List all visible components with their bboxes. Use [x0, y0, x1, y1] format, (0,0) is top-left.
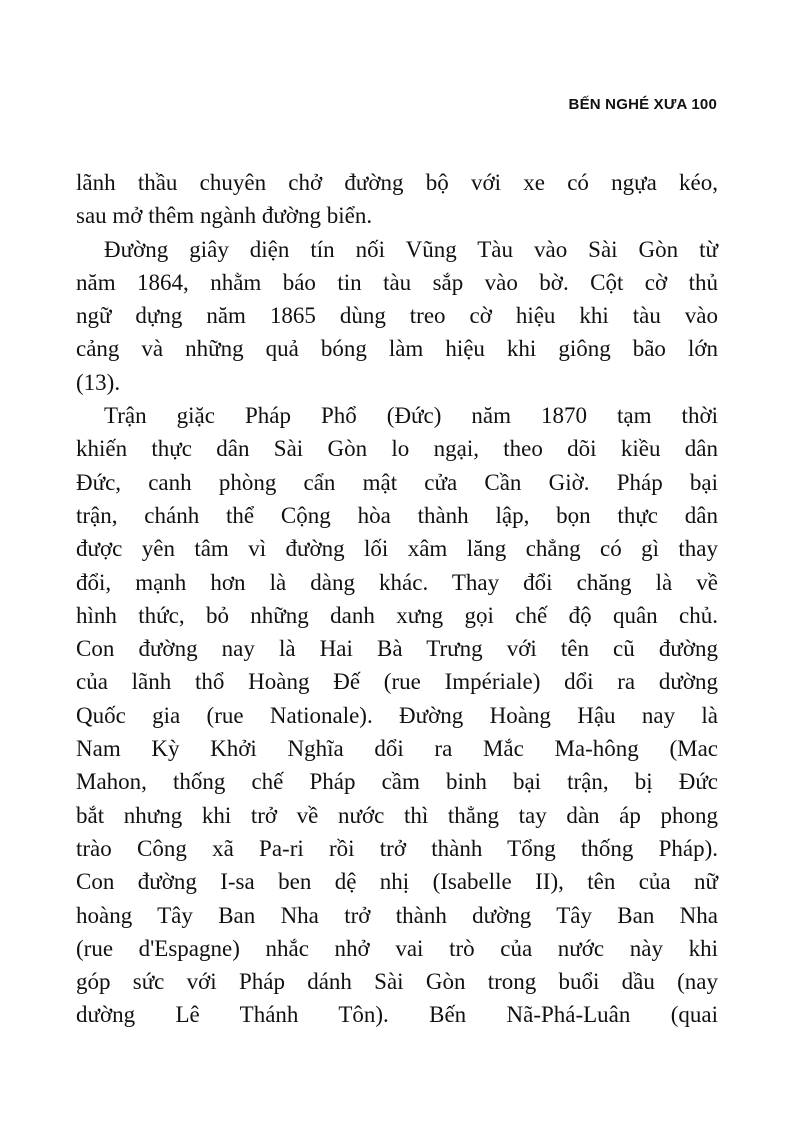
paragraph [76, 399, 718, 1032]
text-line: Nam Kỳ Khởi Nghĩa dổi ra Mắc Ma-hông (Mac [76, 736, 718, 762]
paragraph [76, 166, 718, 233]
running-header: BẾN NGHÉ XƯA 100 [568, 96, 717, 113]
text-line: hoàng Tây Ban Nha trở thành dường Tây Ban Nha [76, 902, 718, 928]
text-line: bắt nhưng khi trở về nước thì thẳng tay dàn áp phong [76, 802, 718, 828]
text-line: đổi, mạnh hơn là dàng khác. Thay đổi chăng là về [76, 569, 718, 595]
text-line: lãnh thầu chuyên chở đường bộ với xe có ngựa kéo, [76, 170, 718, 195]
text-line: (13). [76, 369, 121, 395]
text-line: Mahon, thống chế Pháp cầm binh bại trận, bị Đức [76, 769, 718, 795]
text-line: ngữ dựng năm 1865 dùng treo cờ hiệu khi tàu vào [76, 303, 718, 329]
body-text [76, 166, 718, 1032]
text-line: dường Lê Thánh Tôn). Bến Nã-Phá-Luân (quai [76, 1002, 718, 1028]
text-line: Đức, canh phòng cẩn mật cửa Cần Giờ. Pháp bại [76, 469, 718, 495]
text-line: cảng và những quả bóng làm hiệu khi giông bão lớn [76, 336, 718, 362]
text-line: (rue d'Espagne) nhắc nhở vai trò của nước này khi [76, 935, 718, 961]
text-line: Con đường I-sa ben dệ nhị (Isabelle II), tên của nữ [76, 869, 718, 895]
paragraph [76, 233, 718, 399]
text-line: của lãnh thổ Hoàng Đế (rue Impériale) dổi ra dường [76, 669, 718, 695]
text-line: Con đường nay là Hai Bà Trưng với tên cũ đường [76, 636, 718, 662]
text-line: năm 1864, nhằm báo tin tàu sắp vào bờ. Cột cờ thủ [76, 269, 718, 295]
text-line: Đường giây diện tín nối Vũng Tàu vào Sài Gòn từ [104, 236, 718, 262]
text-line: khiến thực dân Sài Gòn lo ngại, theo dõi kiều dân [76, 436, 718, 462]
text-line: Trận giặc Pháp Phổ (Đức) năm 1870 tạm thời [104, 403, 718, 429]
text-line: được yên tâm vì đường lối xâm lăng chẳng có gì thay [76, 536, 718, 562]
text-line: trào Công xã Pa-ri rồi trở thành Tổng thống Pháp). [76, 835, 718, 861]
text-line: góp sức với Pháp dánh Sài Gòn trong buổi dầu (nay [76, 969, 718, 995]
text-line: sau mở thêm ngành đường biển. [76, 203, 373, 229]
text-line: trận, chánh thể Cộng hòa thành lập, bọn thực dân [76, 502, 718, 528]
text-line: Quốc gia (rue Nationale). Đường Hoàng Hậu nay là [76, 702, 718, 728]
text-line: hình thức, bỏ những danh xưng gọi chế độ quân chủ. [76, 602, 718, 628]
